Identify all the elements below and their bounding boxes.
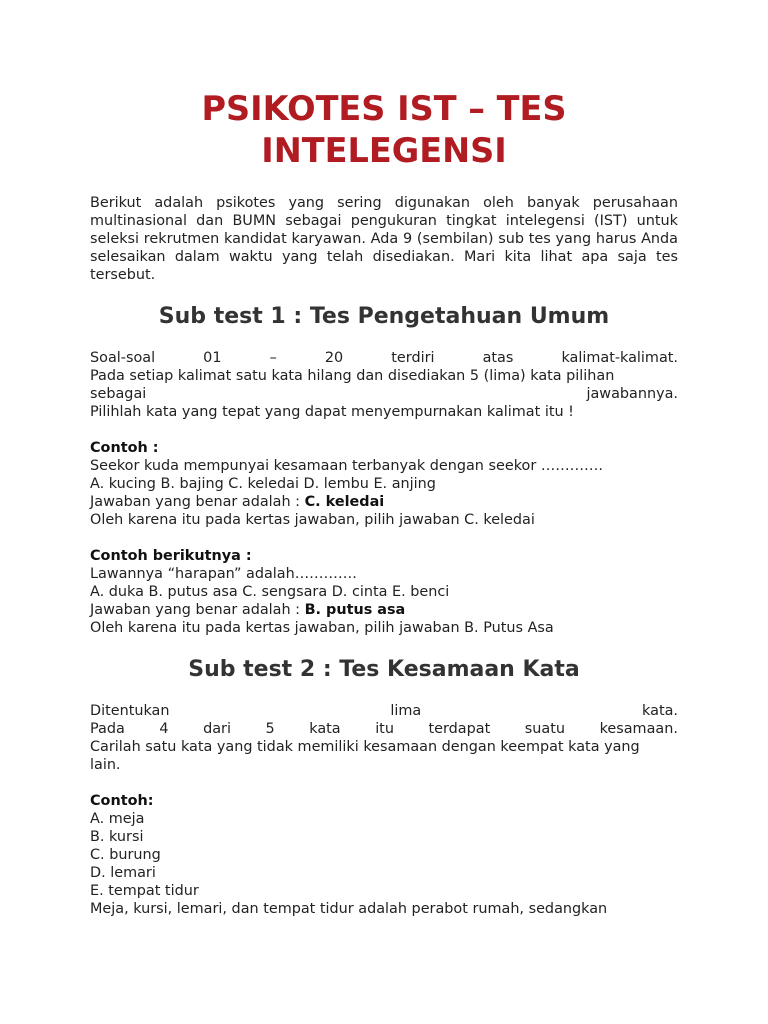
word: 01 <box>203 350 222 366</box>
example-option: A. meja <box>90 811 145 827</box>
example-note: Oleh karena itu pada kertas jawaban, pilih jawaban B. Putus Asa <box>90 620 554 636</box>
subtest-1-desc-line-4: Pilihlah kata yang tepat yang dapat menyempurnakan kalimat itu ! <box>90 404 574 420</box>
title-line-1: PSIKOTES IST – TES <box>201 89 567 128</box>
subtest-1-desc-line-1 <box>90 349 678 367</box>
example-answer <box>90 601 678 619</box>
example-label <box>90 439 678 457</box>
title-line-2: INTELEGENSI <box>261 131 507 170</box>
subtest-1-desc-line-3 <box>90 385 678 403</box>
example-label <box>90 547 678 565</box>
subtest-1-desc-line-2: Pada setiap kalimat satu kata hilang dan disediakan 5 (lima) kata pilihan <box>90 368 615 384</box>
subtest-2-desc-line-2 <box>90 720 678 738</box>
answer-prefix: Jawaban yang benar adalah : <box>90 494 305 510</box>
example-label-text: Contoh berikutnya : <box>90 548 252 564</box>
subtest-2-desc-line-3: Carilah satu kata yang tidak memiliki kesamaan dengan keempat kata yang <box>90 739 640 755</box>
example-question: Lawannya “harapan” adalah…………. <box>90 566 357 582</box>
word: 20 <box>324 350 344 366</box>
example-option: B. kursi <box>90 829 144 845</box>
word: – <box>269 350 277 366</box>
word: terdiri <box>391 350 435 366</box>
word: kata <box>309 721 341 737</box>
subtest-1-description <box>90 349 678 421</box>
example-label <box>90 792 678 810</box>
document-content <box>90 88 678 918</box>
word: itu <box>375 721 394 737</box>
example-question: Seekor kuda mempunyai kesamaan terbanyak dengan seekor …………. <box>90 458 603 474</box>
example-note: Meja, kursi, lemari, dan tempat tidur adalah perabot rumah, sedangkan <box>90 901 608 917</box>
example-option: C. burung <box>90 847 161 863</box>
example-options: A. duka B. putus asa C. sengsara D. cinta E. benci <box>90 584 450 600</box>
example-options: A. kucing B. bajing C. keledai D. lembu E. anjing <box>90 476 436 492</box>
word: suatu <box>524 721 565 737</box>
subtest-1-heading: Sub test 1 : Tes Pengetahuan Umum <box>158 304 610 329</box>
example-option: E. tempat tidur <box>90 883 199 899</box>
word: Pada <box>90 721 125 737</box>
subtest-1-example-1 <box>90 439 678 529</box>
word: sebagai <box>90 386 147 402</box>
word: atas <box>482 350 514 366</box>
answer-value: C. keledai <box>304 494 385 510</box>
word: 5 <box>265 721 275 737</box>
example-note: Oleh karena itu pada kertas jawaban, pilih jawaban C. keledai <box>90 512 535 528</box>
intro-paragraph: Berikut adalah psikotes yang sering digunakan oleh banyak perusahaan multinasional dan BUMN sebagai pengukuran tingkat intelegensi (IST) untuk seleksi rekrutmen kandidat karyawan. Ada 9 (sembilan) sub tes yang harus Anda selesaikan dalam waktu yang telah disediakan. Mari kita lihat apa saja tes tersebut. <box>90 195 678 283</box>
word: jawabannya. <box>586 386 678 402</box>
page-title <box>90 88 678 172</box>
subtest-1-example-2 <box>90 547 678 637</box>
subtest-2-desc-line-4: lain. <box>90 757 121 773</box>
subtest-2-desc-line-1 <box>90 702 678 720</box>
example-option: D. lemari <box>90 865 156 881</box>
answer-value: B. putus asa <box>304 602 406 618</box>
word: kata. <box>642 703 678 719</box>
answer-prefix: Jawaban yang benar adalah : <box>90 602 305 618</box>
example-label-text: Contoh : <box>90 440 159 456</box>
subtest-2-heading: Sub test 2 : Tes Kesamaan Kata <box>188 657 580 682</box>
word: terdapat <box>428 721 491 737</box>
word: Ditentukan <box>90 703 170 719</box>
subtest-2-example <box>90 792 678 918</box>
word: 4 <box>159 721 169 737</box>
word: lima <box>390 703 422 719</box>
subtest-2-description <box>90 702 678 774</box>
word: kalimat-kalimat. <box>561 350 678 366</box>
example-answer <box>90 493 678 511</box>
word: Soal-soal <box>90 350 156 366</box>
word: kesamaan. <box>599 721 678 737</box>
example-label-text: Contoh: <box>90 793 154 809</box>
word: dari <box>203 721 231 737</box>
